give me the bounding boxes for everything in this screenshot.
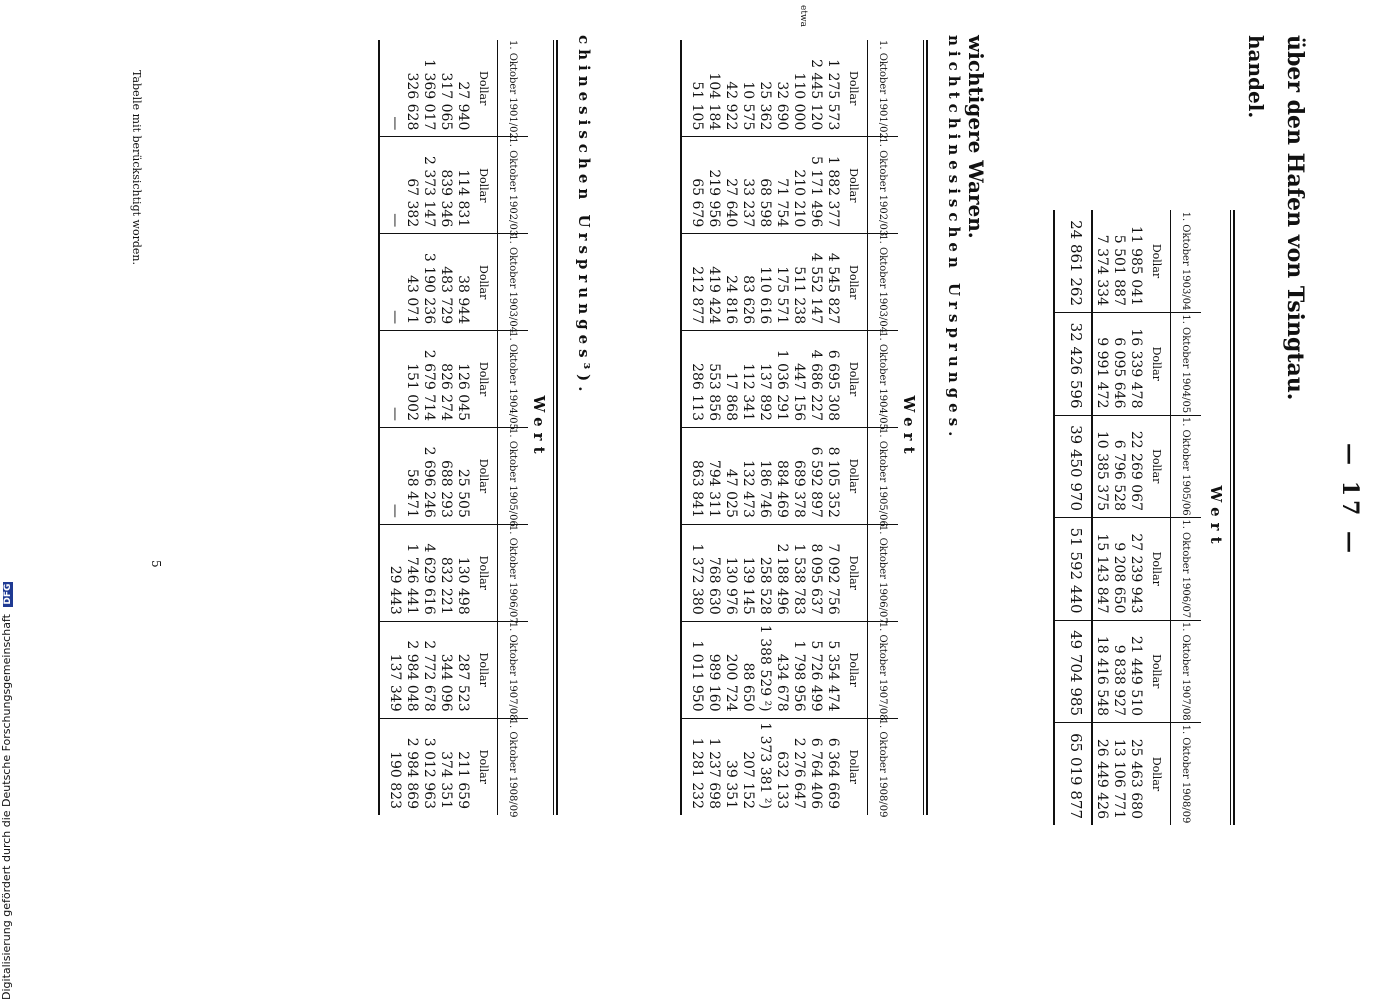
digitization-note	[0, 583, 18, 1000]
table-row	[739, 40, 756, 815]
unit-label: Dollar	[1144, 723, 1171, 826]
table-cell: 32 690	[774, 81, 790, 131]
bottom-rule-cell	[1054, 723, 1061, 826]
table-cell: 1 882 377	[824, 137, 841, 234]
table-cell: 110 000	[791, 72, 807, 131]
column-header: 1. Oktober 1903/04	[868, 234, 899, 331]
table-cell: 4 545 827	[824, 234, 841, 331]
table3-wert-label: Wert	[530, 395, 548, 460]
table-cell: 175 571	[773, 234, 790, 331]
table-cell: 344 096	[437, 621, 454, 718]
table-cell: 210 210	[790, 137, 807, 234]
unit-label: Dollar	[841, 234, 868, 331]
bottom-rule-cell	[681, 718, 688, 815]
table-row	[688, 40, 705, 815]
table-cell: 68 598	[756, 137, 773, 234]
table-cell: 1 373 381 ²)	[756, 718, 773, 815]
header-row	[1171, 210, 1202, 825]
table-cell: 8 105 352	[824, 428, 841, 525]
table-cell: 17 868	[722, 331, 739, 428]
table-cell: 211 659	[454, 718, 471, 815]
table-cell: —	[387, 116, 403, 131]
table-cell: 768 630	[705, 524, 722, 621]
table-cell: 151 002	[403, 331, 420, 428]
table-row	[386, 40, 403, 815]
column-header: 1. Oktober 1904/05	[868, 331, 899, 428]
column-header: 1. Oktober 1901/02	[868, 40, 899, 137]
table-cell: 67 382	[403, 137, 420, 234]
total-cell: 49 704 985	[1061, 620, 1092, 723]
table2-wert-label: Wert	[900, 395, 918, 460]
column-header: 1. Oktober 1907/08	[1171, 620, 1202, 723]
bottom-rule-row	[379, 40, 386, 815]
unit-label: Dollar	[841, 428, 868, 525]
table-row	[773, 40, 790, 815]
table-cell: 9 991 472	[1092, 313, 1110, 416]
table-cell: 2 984 048	[403, 621, 420, 718]
table-row	[790, 40, 807, 815]
table-row	[756, 40, 773, 815]
bottom-rule-cell	[1054, 518, 1061, 621]
heading-wichtigere-waren: wichtigere Waren.	[964, 35, 988, 239]
table-cell: 22 269 067	[1127, 415, 1144, 518]
total-cell: 39 450 970	[1061, 415, 1092, 518]
table-cell: 2 445 120	[808, 59, 824, 131]
table-cell: 989 160	[705, 621, 722, 718]
table-cell: 4 629 616	[420, 524, 437, 621]
table-cell: 419 424	[705, 234, 722, 331]
table-cell: 26 449 426	[1092, 723, 1110, 826]
bottom-rule-cell	[681, 40, 688, 137]
table-cell: 9 208 650	[1110, 518, 1127, 621]
table-cell: 25 362	[757, 81, 773, 131]
table-cell: 2 373 147	[420, 137, 437, 234]
table-cell: 212 877	[688, 234, 705, 331]
table-cell: —	[386, 331, 403, 428]
table-row	[722, 40, 739, 815]
bottom-rule-cell	[379, 524, 386, 621]
table-cell: 511 238	[790, 234, 807, 331]
table-cell: 688 293	[437, 428, 454, 525]
table-row	[1092, 210, 1110, 825]
column-header: 1. Oktober 1908/09	[498, 718, 529, 815]
table-cell: 11 985 041	[1128, 225, 1144, 306]
bottom-rule-cell	[379, 234, 386, 331]
table-cell: 137 892	[756, 331, 773, 428]
bottom-rule-cell	[1054, 313, 1061, 416]
table-cell: 832 221	[437, 524, 454, 621]
total-cell: 51 592 440	[1061, 518, 1092, 621]
bottom-rule-cell	[681, 234, 688, 331]
unit-label: Dollar	[1150, 243, 1164, 279]
table-cell: 24 816	[722, 234, 739, 331]
table-cell: 13 106 771	[1110, 723, 1127, 826]
total-row	[1061, 210, 1092, 825]
table-cell: 126 045	[454, 331, 471, 428]
column-header: 1. Oktober 1903/04	[1171, 210, 1202, 313]
table-cell: 10 575	[740, 81, 756, 131]
table-cell: 1 275 573	[825, 59, 841, 131]
table-cell: 7 374 334	[1094, 234, 1110, 306]
table-cell: 1 372 380	[688, 524, 705, 621]
page-title: über den Hafen von Tsingtau.	[1282, 35, 1308, 401]
table-cell: 190 823	[386, 718, 403, 815]
table-row	[1110, 210, 1127, 825]
bottom-rule-cell	[379, 331, 386, 428]
table-cell: 374 351	[437, 718, 454, 815]
table-cell: 25 463 680	[1127, 723, 1144, 826]
column-header: 1. Oktober 1903/04	[498, 234, 529, 331]
unit-label: Dollar	[841, 718, 868, 815]
table-cell: 25 505	[454, 428, 471, 525]
unit-row	[841, 40, 868, 815]
table-cell: 71 754	[773, 137, 790, 234]
unit-label: Dollar	[471, 524, 498, 621]
table-cell: 1 011 950	[688, 621, 705, 718]
column-header: 1. Oktober 1904/05	[1171, 313, 1202, 416]
table-cell: 5 171 496	[807, 137, 824, 234]
table-cell: —	[386, 137, 403, 234]
table-cell: 632 133	[773, 718, 790, 815]
table-cell: 2 188 496	[773, 524, 790, 621]
table-cell: 112 341	[739, 331, 756, 428]
total-cell: 24 861 262	[1061, 210, 1092, 313]
table-cell: 15 143 847	[1092, 518, 1110, 621]
table-cell: 207 152	[739, 718, 756, 815]
table1-top-rule	[1230, 210, 1235, 825]
unit-label: Dollar	[471, 718, 498, 815]
unit-label: Dollar	[841, 621, 868, 718]
table2-top-rule	[923, 40, 928, 815]
bottom-rule-cell	[379, 428, 386, 525]
table-cell: 104 184	[706, 72, 722, 131]
digitization-text: Digitalisierung gefördert durch die Deutsche Forschungsgemeinschaft	[0, 614, 13, 1000]
unit-label: Dollar	[841, 137, 868, 234]
table-cell: 287 523	[454, 621, 471, 718]
table-cell: 114 831	[454, 137, 471, 234]
header-row	[498, 40, 529, 815]
table-cell: 447 156	[790, 331, 807, 428]
table-cell: 4 686 227	[807, 331, 824, 428]
bottom-rule-cell	[1054, 415, 1061, 518]
table-cell: 6 592 897	[807, 428, 824, 525]
table-cell: 18 416 548	[1092, 620, 1110, 723]
table-cell: 6 095 646	[1110, 313, 1127, 416]
unit-label: Dollar	[841, 524, 868, 621]
bottom-rule-cell	[681, 524, 688, 621]
section-label: handel.	[1244, 35, 1268, 119]
bottom-rule-cell	[379, 621, 386, 718]
column-header: 1. Oktober 1905/06	[1171, 415, 1202, 518]
unit-label: Dollar	[1144, 620, 1171, 723]
table-cell: 1 798 956	[790, 621, 807, 718]
table-cell: —	[386, 234, 403, 331]
table-cell: 863 841	[688, 428, 705, 525]
table-cell: 110 616	[756, 234, 773, 331]
table-cell: 326 628	[404, 72, 420, 131]
table-row	[403, 40, 420, 815]
table-cell: 2 276 647	[790, 718, 807, 815]
bottom-rule-cell	[681, 331, 688, 428]
table-cell: 317 065	[438, 72, 454, 131]
column-header: 1. Oktober 1905/06	[868, 428, 899, 525]
table-cell: 826 274	[437, 331, 454, 428]
table-cell: 1 369 017	[421, 59, 437, 131]
table-cell: 3 012 963	[420, 718, 437, 815]
table-cell: 130 976	[722, 524, 739, 621]
column-header: 1. Oktober 1906/07	[1171, 518, 1202, 621]
table-cell: 83 626	[739, 234, 756, 331]
table-cell: 219 956	[705, 137, 722, 234]
table-cell: 132 473	[739, 428, 756, 525]
table-cell: 258 528	[756, 524, 773, 621]
table-row	[807, 40, 824, 815]
table-cell: 6 796 528	[1110, 415, 1127, 518]
column-header: 1. Oktober 1906/07	[498, 524, 529, 621]
table-cell: 6 364 669	[824, 718, 841, 815]
table-cell: 27 640	[722, 137, 739, 234]
total-cell: 65 019 877	[1061, 723, 1092, 826]
bottom-rule-row	[681, 40, 688, 815]
table-cell: 139 145	[739, 524, 756, 621]
table-cell: 42 922	[723, 81, 739, 131]
table1	[1053, 210, 1201, 825]
table-cell: 794 311	[705, 428, 722, 525]
table-cell: 2 696 246	[420, 428, 437, 525]
bottom-rule-cell	[1054, 620, 1061, 723]
table-cell: 839 346	[437, 137, 454, 234]
table-cell: 33 237	[739, 137, 756, 234]
table-row	[420, 40, 437, 815]
column-header: 1. Oktober 1908/09	[868, 718, 899, 815]
table-cell: 9 838 927	[1110, 620, 1127, 723]
table-cell: 16 339 478	[1127, 313, 1144, 416]
table-cell: 21 449 510	[1127, 620, 1144, 723]
table-cell: 4 552 147	[807, 234, 824, 331]
table-cell: 38 944	[454, 234, 471, 331]
table-cell: 1 746 441	[403, 524, 420, 621]
table-cell: 43 071	[403, 234, 420, 331]
bottom-rule-row	[1054, 210, 1061, 825]
bottom-rule-cell	[681, 137, 688, 234]
header-row	[868, 40, 899, 815]
table-cell: 6 764 406	[807, 718, 824, 815]
table-cell: 1 036 291	[773, 331, 790, 428]
footnote: Tabelle mit berücksichtigt worden.	[130, 70, 143, 265]
table-cell: 1 388 529 ²)	[756, 621, 773, 718]
table-cell: 10 385 375	[1092, 415, 1110, 518]
bottom-rule-cell	[681, 428, 688, 525]
table-cell: 434 678	[773, 621, 790, 718]
dfg-logo-icon: DFG	[3, 583, 13, 605]
bottom-rule-cell	[379, 718, 386, 815]
sub-chinesisch: chinesischen Ursprunges³).	[575, 35, 593, 397]
table-cell: 27 239 943	[1127, 518, 1144, 621]
table-cell: 51 105	[689, 81, 705, 131]
table-cell: 1 237 698	[705, 718, 722, 815]
table-cell: —	[386, 428, 403, 525]
etwa-annotation: etwa	[798, 5, 808, 28]
unit-label: Dollar	[471, 428, 498, 525]
unit-label: Dollar	[1144, 313, 1171, 416]
unit-label: Dollar	[841, 331, 868, 428]
table-cell: 137 349	[386, 621, 403, 718]
column-header: 1. Oktober 1907/08	[498, 621, 529, 718]
table-cell: 884 469	[773, 428, 790, 525]
unit-label: Dollar	[471, 331, 498, 428]
total-cell: 32 426 596	[1061, 313, 1092, 416]
table-cell: 47 025	[722, 428, 739, 525]
unit-label: Dollar	[471, 621, 498, 718]
table-cell: 553 856	[705, 331, 722, 428]
table-cell: 88 650	[739, 621, 756, 718]
bottom-rule-cell	[379, 137, 386, 234]
column-header: 1. Oktober 1901/02	[498, 40, 529, 137]
column-header: 1. Oktober 1905/06	[498, 428, 529, 525]
table-row	[824, 40, 841, 815]
table-cell: 5 354 474	[824, 621, 841, 718]
table3	[378, 40, 528, 818]
column-header: 1. Oktober 1906/07	[868, 524, 899, 621]
unit-row	[471, 40, 498, 815]
table-cell: 2 679 714	[420, 331, 437, 428]
column-header: 1. Oktober 1902/03	[868, 137, 899, 234]
column-header: 1. Oktober 1907/08	[868, 621, 899, 718]
table-cell: 2 772 678	[420, 621, 437, 718]
bottom-rule-cell	[681, 621, 688, 718]
table-cell: 39 351	[722, 718, 739, 815]
column-header: 1. Oktober 1908/09	[1171, 723, 1202, 826]
table-cell: 200 724	[722, 621, 739, 718]
unit-label: Dollar	[471, 234, 498, 331]
table-cell: 65 679	[688, 137, 705, 234]
page-number: — 17 —	[1337, 443, 1363, 557]
table-row	[454, 40, 471, 815]
bottom-rule-cell	[379, 40, 386, 137]
sub-nichtchinesisch: nichtchinesischen Ursprunges.	[945, 35, 963, 442]
column-header: 1. Oktober 1902/03	[498, 137, 529, 234]
table-cell: 8 095 637	[807, 524, 824, 621]
table-cell: 29 443	[386, 524, 403, 621]
table-cell: 2 984 869	[403, 718, 420, 815]
unit-label: Dollar	[1144, 518, 1171, 621]
table-row	[1127, 210, 1144, 825]
table-row	[437, 40, 454, 815]
table-cell: 186 746	[756, 428, 773, 525]
table-cell: 5 501 887	[1111, 234, 1127, 306]
table-cell: 1 538 783	[790, 524, 807, 621]
table-cell: 130 498	[454, 524, 471, 621]
unit-row	[1144, 210, 1171, 825]
table-cell: 1 281 232	[688, 718, 705, 815]
table3-top-rule	[553, 40, 558, 815]
table-cell: 3 190 236	[420, 234, 437, 331]
table-cell: 5 726 499	[807, 621, 824, 718]
table-cell: 483 729	[437, 234, 454, 331]
page-number-bottom: 5	[149, 560, 163, 568]
unit-label: Dollar	[847, 71, 861, 106]
unit-label: Dollar	[477, 71, 491, 106]
table2	[680, 40, 898, 818]
bottom-rule-cell	[1054, 210, 1061, 313]
table-cell: 286 113	[688, 331, 705, 428]
table-cell: 689 378	[790, 428, 807, 525]
unit-label: Dollar	[471, 137, 498, 234]
table-row	[705, 40, 722, 815]
table-cell: 7 092 756	[824, 524, 841, 621]
table-cell: 58 471	[403, 428, 420, 525]
table-cell: 27 940	[455, 81, 471, 131]
unit-label: Dollar	[1144, 415, 1171, 518]
table-cell: 6 695 308	[824, 331, 841, 428]
column-header: 1. Oktober 1904/05	[498, 331, 529, 428]
table1-wert-label: Wert	[1207, 485, 1225, 550]
